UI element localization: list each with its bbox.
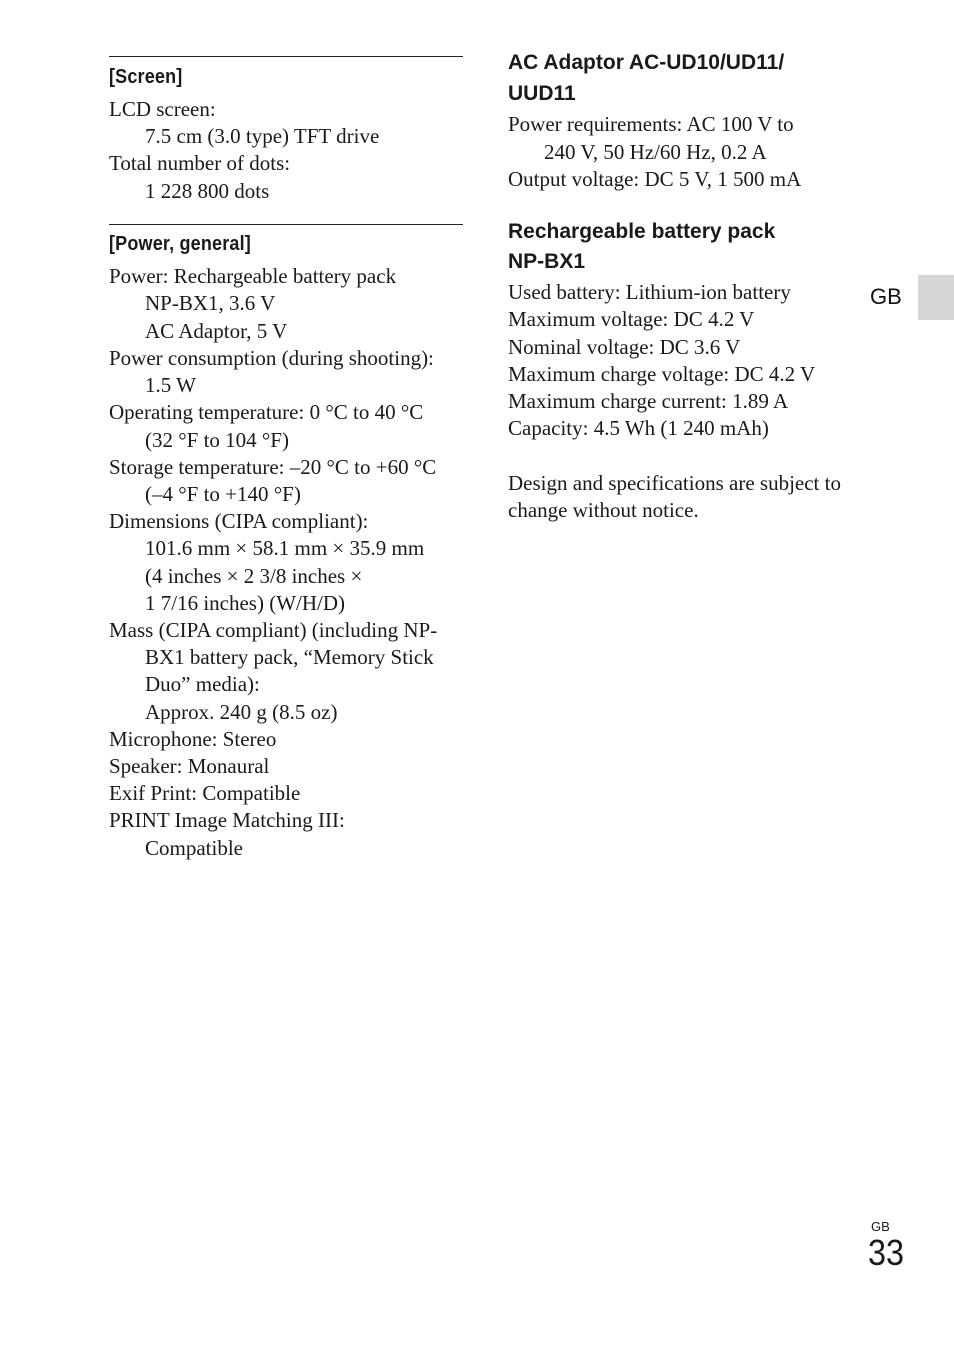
spec-line: Power requirements: AC 100 V to	[508, 112, 794, 136]
spec-line: Power: Rechargeable battery pack	[109, 264, 397, 288]
spec-line: 101.6 mm × 58.1 mm × 35.9 mm	[145, 536, 425, 560]
spec-line: 7.5 cm (3.0 type) TFT drive	[145, 124, 380, 148]
spec-line: Speaker: Monaural	[109, 754, 270, 778]
spec-line: Used battery: Lithium-ion battery	[508, 280, 791, 304]
power-heading: [Power, general]	[109, 233, 251, 255]
battery-heading: Rechargeable battery pack	[508, 220, 776, 243]
spec-line: Capacity: 4.5 Wh (1 240 mAh)	[508, 416, 769, 440]
spec-line: PRINT Image Matching III:	[109, 808, 345, 832]
page-number: 33	[868, 1232, 905, 1273]
spec-line: Storage temperature: –20 °C to +60 °C	[109, 455, 437, 479]
page-language-code: GB	[871, 1219, 890, 1234]
section-tab-marker	[918, 275, 954, 320]
spec-line: Maximum charge current: 1.89 A	[508, 389, 789, 413]
spec-line: Microphone: Stereo	[109, 727, 277, 751]
spec-line: Output voltage: DC 5 V, 1 500 mA	[508, 167, 802, 191]
spec-line: (–4 °F to +140 °F)	[145, 482, 301, 506]
section-rule	[109, 56, 463, 57]
spec-line: Maximum charge voltage: DC 4.2 V	[508, 362, 816, 386]
spec-line: Duo” media):	[145, 672, 260, 696]
spec-line: Exif Print: Compatible	[109, 781, 301, 805]
battery-heading: NP-BX1	[508, 250, 586, 273]
spec-line: Compatible	[145, 836, 243, 860]
spec-line: Approx. 240 g (8.5 oz)	[145, 700, 338, 724]
spec-line: Nominal voltage: DC 3.6 V	[508, 335, 741, 359]
spec-line: NP-BX1, 3.6 V	[145, 291, 276, 315]
spec-line: (4 inches × 2 3/8 inches ×	[145, 564, 363, 588]
spec-line: LCD screen:	[109, 97, 216, 121]
spec-line: Power consumption (during shooting):	[109, 346, 434, 370]
spec-line: Operating temperature: 0 °C to 40 °C	[109, 400, 424, 424]
spec-line: BX1 battery pack, “Memory Stick	[145, 645, 434, 669]
spec-line: 1 228 800 dots	[145, 179, 270, 203]
spec-line: 1 7/16 inches) (W/H/D)	[145, 591, 346, 615]
adaptor-heading: UUD11	[508, 82, 576, 105]
adaptor-heading: AC Adaptor AC-UD10/UD11/	[508, 51, 785, 74]
spec-line: Dimensions (CIPA compliant):	[109, 509, 369, 533]
spec-line: Mass (CIPA compliant) (including NP-	[109, 618, 438, 642]
spec-line: 1.5 W	[145, 373, 196, 397]
spec-line: 240 V, 50 Hz/60 Hz, 0.2 A	[544, 140, 767, 164]
spec-line: AC Adaptor, 5 V	[145, 319, 288, 343]
screen-heading: [Screen]	[109, 66, 183, 88]
notice-line: change without notice.	[508, 498, 699, 522]
spec-line: Total number of dots:	[109, 151, 291, 175]
section-tab-label: GB	[870, 284, 902, 309]
spec-line: Maximum voltage: DC 4.2 V	[508, 307, 755, 331]
spec-line: (32 °F to 104 °F)	[145, 428, 289, 452]
notice-line: Design and specifications are subject to	[508, 471, 841, 495]
section-rule	[109, 224, 463, 225]
